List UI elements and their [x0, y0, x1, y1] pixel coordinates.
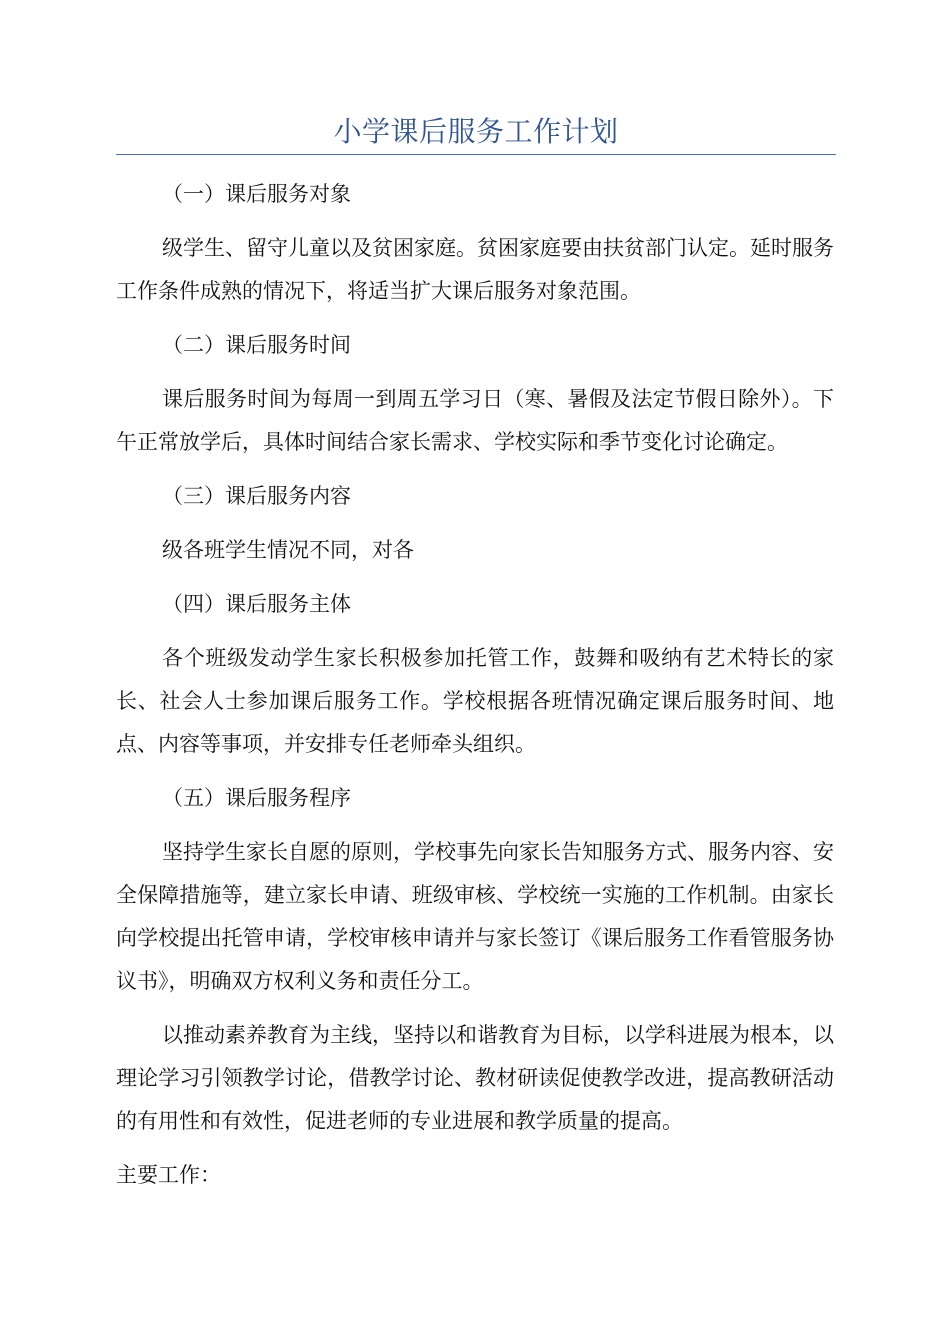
section-5-heading: （五）课后服务程序	[162, 786, 351, 810]
section-1-heading: （一）课后服务对象	[162, 182, 351, 206]
document-body	[116, 173, 834, 1208]
section-4-body: 各个班级发动学生家长积极参加托管工作，鼓舞和吸纳有艺术特长的家长、社会人士参加课后服务工作。学校根据各班情况确定课后服务时间、地点、内容等事项，并安排专任老师牵头组织。	[116, 646, 834, 756]
final-label: 主要工作：	[116, 1163, 221, 1187]
title-underline	[116, 154, 836, 155]
section-3-heading: （三）课后服务内容	[162, 484, 351, 508]
section-5-body: 坚持学生家长自愿的原则，学校事先向家长告知服务方式、服务内容、安全保障措施等，建立家长申请、班级审核、学校统一实施的工作机制。由家长向学校提出托管申请，学校审核申请并与家长签订《课后服务工作看管服务协议书》，明确双方权利义务和责任分工。	[116, 840, 834, 993]
section-3-body: 级各班学生情况不同，对各	[162, 538, 414, 562]
section-2-heading: （二）课后服务时间	[162, 333, 351, 357]
closing-paragraph: 以推动素养教育为主线，坚持以和谐教育为目标，以学科进展为根本，以理论学习引领教学讨论，借教学讨论、教材研读促使教学改进，提高教研活动的有用性和有效性，促进老师的专业进展和教学质量的提高。	[116, 1023, 834, 1133]
page-title: 小学课后服务工作计划	[333, 115, 619, 148]
section-2-body: 课后服务时间为每周一到周五学习日（寒、暑假及法定节假日除外）。下午正常放学后，具体时间结合家长需求、学校实际和季节变化讨论确定。	[116, 387, 834, 454]
section-4-heading: （四）课后服务主体	[162, 592, 351, 616]
section-1-body: 级学生、留守儿童以及贫困家庭。贫困家庭要由扶贫部门认定。延时服务工作条件成熟的情况下，将适当扩大课后服务对象范围。	[116, 236, 834, 303]
